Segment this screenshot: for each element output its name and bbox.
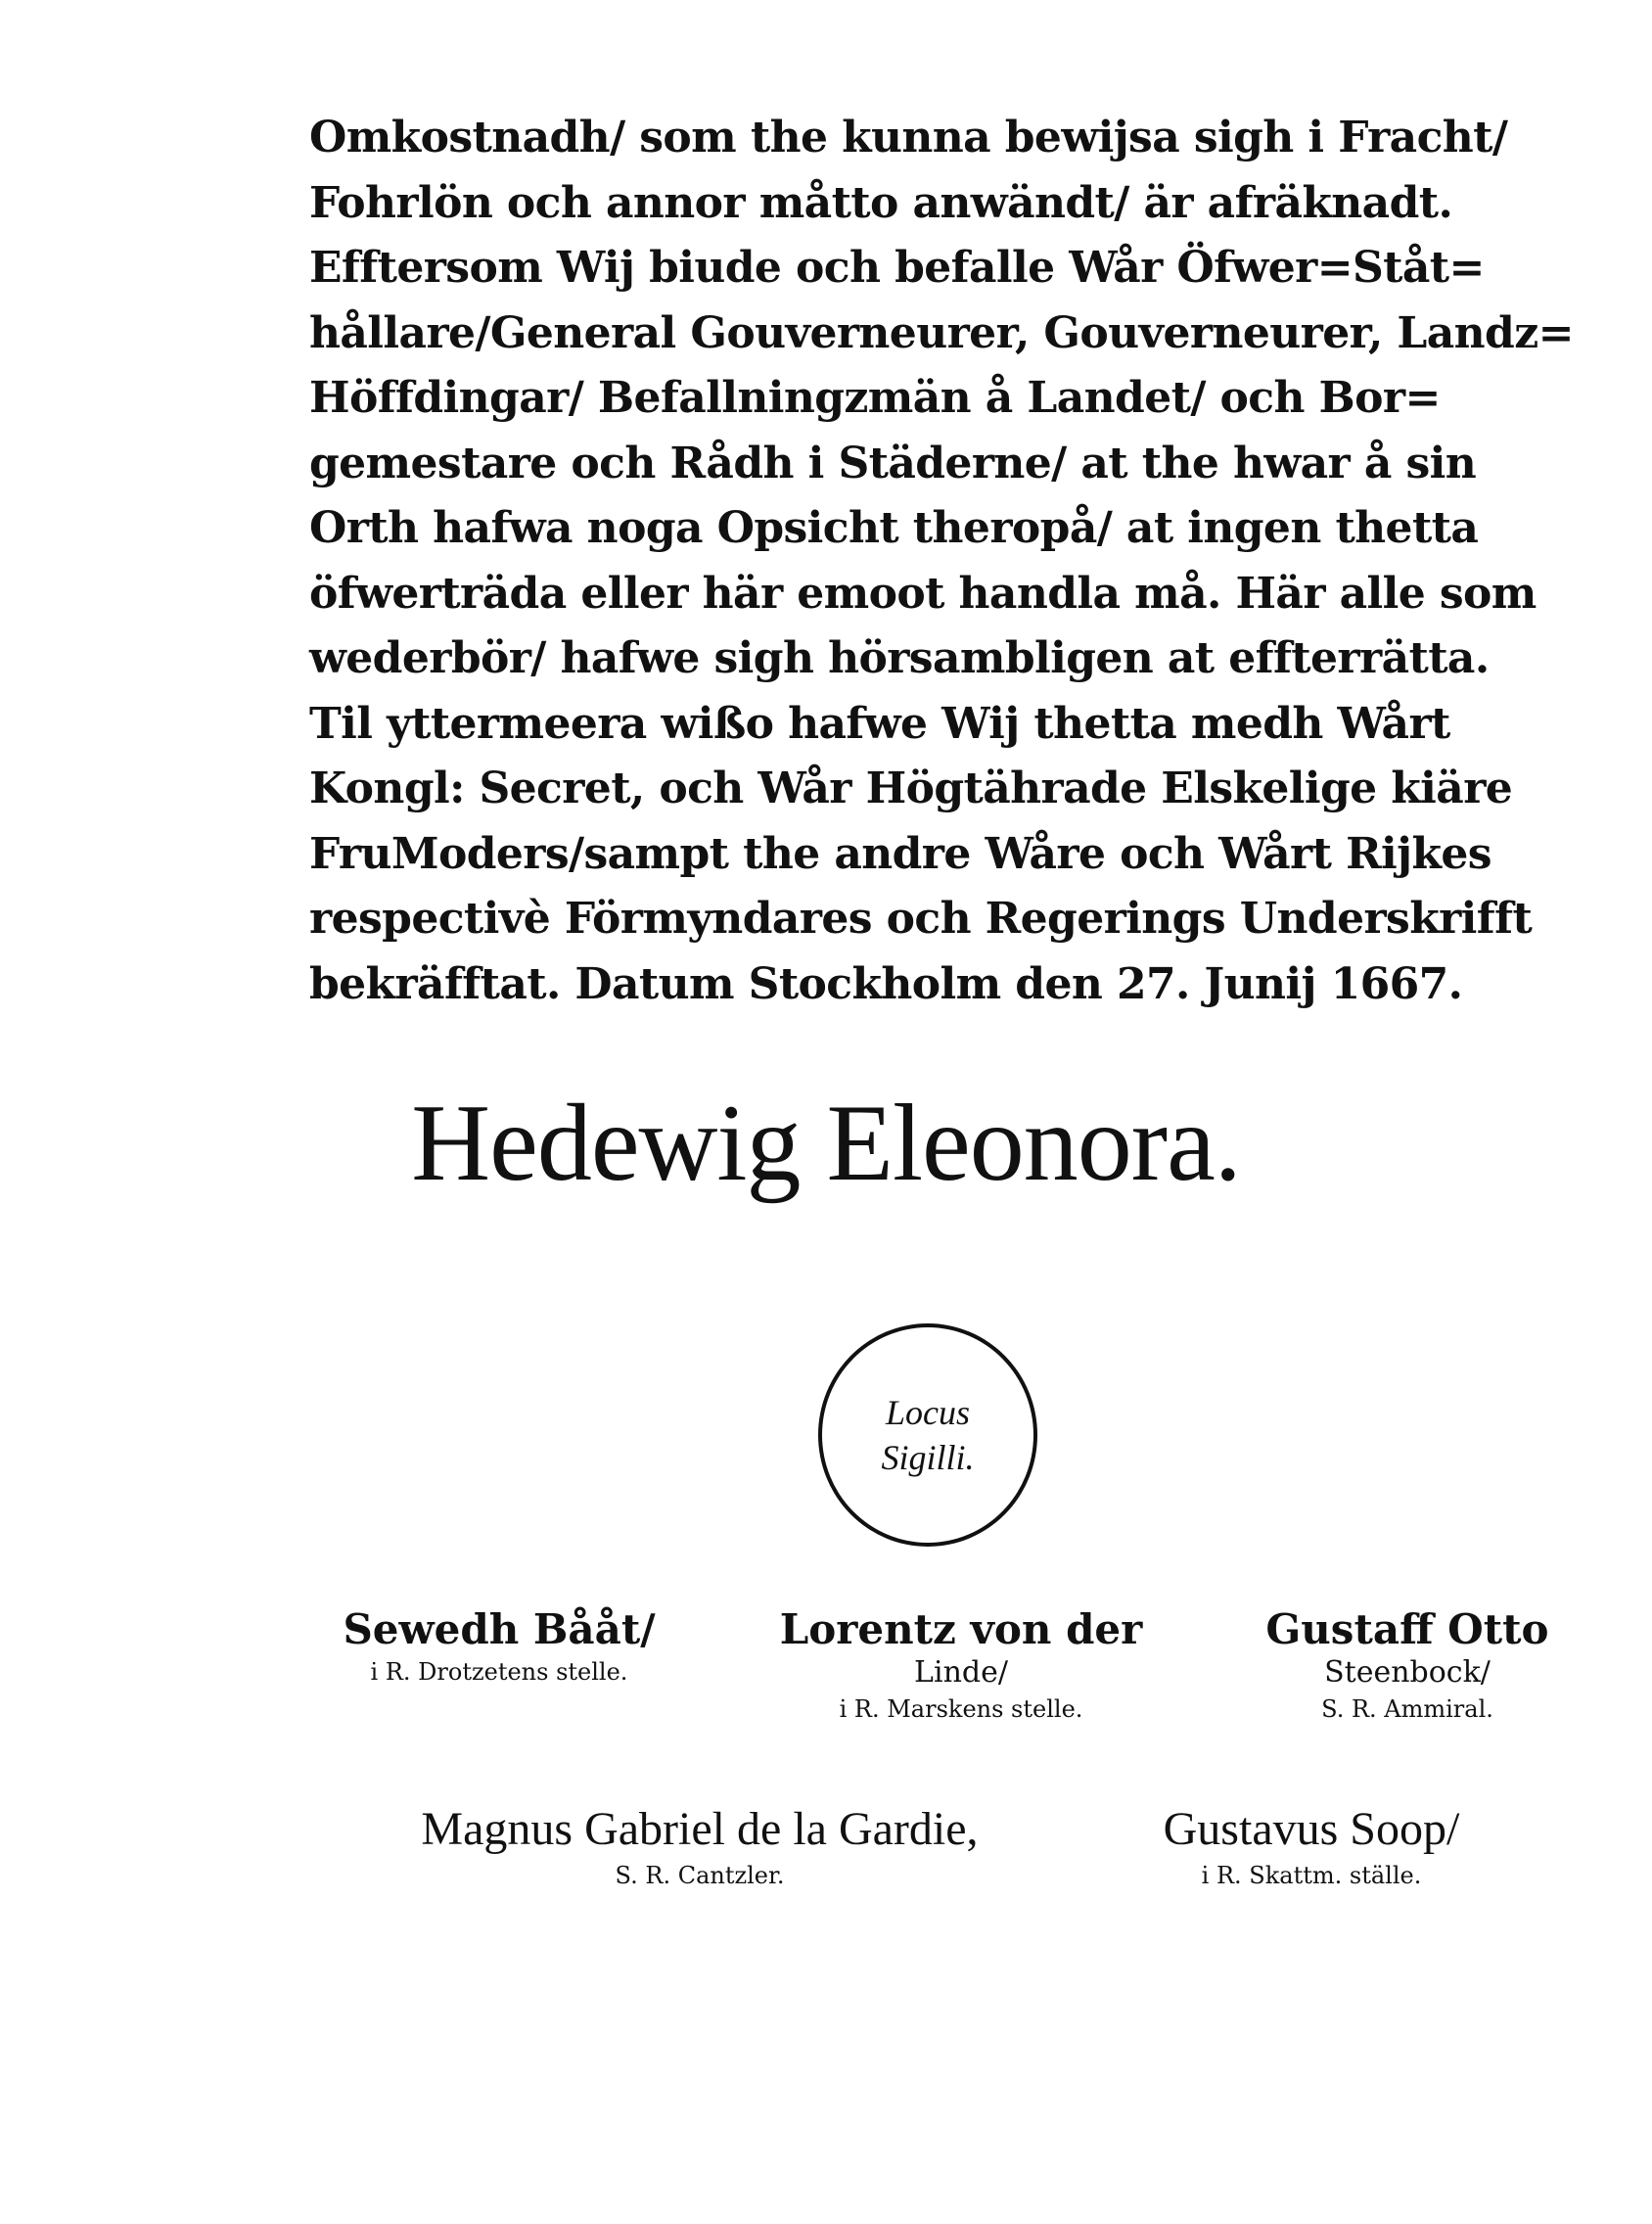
signatory-name: Lorentz von der (779, 1605, 1143, 1653)
body-line: FruModers/sampt the andre Wåre och Wårt Rijkes (309, 828, 1491, 879)
body-line: Fohrlön och annor måtto anwändt/ är afräknadt. (309, 177, 1453, 228)
body-line: Efftersom Wij biude och befalle Wår Öfwer=Ståt= (309, 243, 1485, 293)
body-line: Omkostnadh/ som the kunna bewijsa sigh i Fracht/ (309, 113, 1508, 162)
body-line: Orth hafwa noga Opsicht theropå/ at ingen thetta (309, 503, 1479, 553)
signatory-1 (284, 1605, 714, 1690)
body-line: hållare/General Gouverneurer, Gouverneurer, Landz= (309, 307, 1574, 358)
signatory-role: i R. Drotzetens stelle. (370, 1658, 628, 1686)
signatory-name-cont: Linde/ (914, 1655, 1008, 1690)
signatory-3 (1202, 1605, 1613, 1727)
body-line: Kongl: Secret, och Wår Högtährade Elskelige kiäre (309, 764, 1513, 813)
signatory-name: Gustaff Otto (1265, 1605, 1549, 1653)
body-line: bekräfftat. Datum Stockholm den 27. Junij 1667. (309, 958, 1463, 1009)
seal-line-1: Locus (885, 1393, 970, 1432)
signatory-name: Gustavus Soop/ (1163, 1803, 1460, 1855)
signatory-name-cont: Steenbock/ (1324, 1655, 1491, 1690)
royal-signature-title: Hedewig Eleonora. (411, 1083, 1241, 1204)
body-line: gemestare och Rådh i Städerne/ at the hwar å sin (309, 438, 1477, 488)
signatory-name: Magnus Gabriel de la Gardie, (421, 1803, 979, 1855)
signatory-role: S. R. Cantzler. (615, 1862, 785, 1889)
body-line: respectivè Förmyndares och Regerings Underskrifft (309, 894, 1533, 944)
signatory-role: i R. Skattm. ställe. (1201, 1862, 1422, 1889)
body-line: Til yttermeera wißo hafwe Wij thetta medh Wårt (309, 698, 1450, 749)
body-text (309, 106, 1591, 1017)
seal-text (822, 1390, 1033, 1480)
body-line: Höffdingar/ Befallningzmän å Landet/ och Bor= (309, 373, 1441, 423)
seal-circle (818, 1323, 1037, 1547)
signatory-4 (323, 1801, 1077, 1893)
body-line: wederbör/ hafwe sigh hörsambligen at effterrätta. (309, 633, 1490, 683)
signatory-name: Sewedh Bååt/ (343, 1605, 656, 1653)
body-line: öfwerträda eller här emoot handla må. Här alle som (309, 568, 1537, 619)
signatory-role: i R. Marskens stelle. (839, 1695, 1083, 1723)
seal-line-2: Sigilli. (881, 1438, 975, 1477)
signatory-2 (756, 1605, 1167, 1727)
signatory-5 (1086, 1801, 1537, 1893)
signatory-role: S. R. Ammiral. (1321, 1695, 1493, 1723)
